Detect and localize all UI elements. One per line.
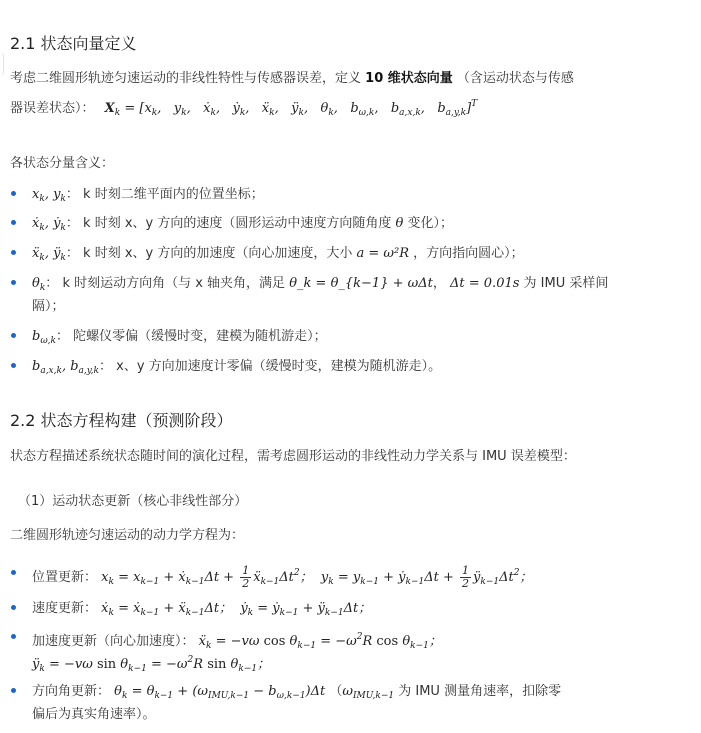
item-text-post: ，方向指向圆心）；	[413, 246, 524, 261]
item-math: $\theta_k$	[32, 276, 46, 293]
list-item-velocity: ẋ$_k$, ẏ$_k$： k 时刻 x、y 方向的速度（圆形运动中速度方向随角度 θ 变化）；	[32, 216, 453, 233]
section-title-state-vector: 2.1 状态向量定义	[10, 34, 137, 53]
intro-text: 考虑二维圆形轨迹匀速运动的非线性特性与传感器误差，定义	[10, 71, 362, 86]
dynamics-heading: 二维圆形轨迹匀速运动的动力学方程为：	[10, 528, 245, 543]
item-math: $x_k$, $y_k$	[32, 187, 66, 204]
update-position	[32, 561, 532, 595]
item-text-mid: ，	[432, 276, 446, 291]
update-equation: ẋ$_k$ = ẋ$_{k-1}$ + ẍ$_{k-1}$Δt； ẏ$_k$ = ẏ$_{k-1}$ + $ÿ_{k-1}\Delta t$；	[101, 601, 372, 618]
list-item-accel-bias: $b_{a,x,k}$, $b_{a,y,k}$： x、y 方向加速度计零偏（缓慢时变，建模为随机游走）。	[32, 359, 442, 376]
item-text: k 时刻 x、y 方向的加速度（向心加速度，大小	[83, 246, 353, 261]
bullet-icon	[10, 211, 18, 236]
list-item-position: $x_k$, $y_k$： k 时刻二维平面内的位置坐标；	[32, 187, 264, 204]
state-vector-formula: $X_k = [x_k$, $y_k$, ẋ$_k$, ẏ$_k$, ẍ$_k$, $ÿ_k$, $\theta_k$, $b_{\omega,k}$, $b_{a,x,k}$, $b_{a,y,k}]^T$	[104, 99, 478, 118]
bullet-icon	[10, 324, 18, 349]
bullet-icon	[10, 561, 18, 586]
intro-line-1	[10, 66, 574, 91]
list-item-heading-angle-cont: 隔）；	[32, 299, 65, 314]
update-equation: $x_k = x_{k-1}$ + ẋ$_{k-1}$Δt + $\frac{1}{2}$ $ẍ_{k-1}\Delta t^2$； $y_k = y_{k-1}$ + ẏ$_{k-1}$Δt + $\frac{1}{2}$ $ÿ_{k-1}\Delta t^2$；	[101, 564, 533, 590]
item-text: 陀螺仪零偏（缓慢时变，建模为随机游走）；	[73, 329, 327, 344]
bullet-icon	[10, 625, 18, 650]
intro-text-post: （含运动状态与传感	[456, 71, 574, 86]
update-label: 加速度更新（向心加速度）：	[32, 634, 195, 649]
update-heading: 方向角更新： $\theta_k = \theta_{k-1} + (\omega_{IMU,k-1} - b_{\omega,k-1})\Delta t$ （$\omega_{IMU,k-1}$ 为 IMU 测量角速率，扣除零	[32, 684, 562, 701]
update-label: 方向角更新：	[32, 684, 111, 699]
section-title-state-equation: 2.2 状态方程构建（预测阶段）	[10, 411, 233, 430]
item-text-post: 变化）；	[407, 216, 453, 231]
item-text: x、y 方向加速度计零偏（缓慢时变，建模为随机游走）。	[116, 359, 442, 374]
section2-intro: 状态方程描述系统状态随时间的演化过程，需考虑圆形运动的非线性动力学关系与 IMU 误差模型：	[10, 449, 576, 464]
subheading-motion-update: （1）运动状态更新（核心非线性部分）	[18, 494, 248, 509]
intro-bold: 10 维状态向量	[365, 71, 453, 86]
components-heading: 各状态分量含义：	[10, 156, 115, 171]
bullet-icon	[10, 596, 18, 621]
list-item-acceleration: ẍ$_k$, $ÿ_k$： k 时刻 x、y 方向的加速度（向心加速度，大小 a = ω²R ，方向指向圆心）；	[32, 246, 524, 263]
item-math: $b_{a,x,k}$, $b_{a,y,k}$	[32, 359, 99, 376]
bullet-icon	[10, 354, 18, 379]
item-math: ẍ$_k$, $ÿ_k$	[32, 246, 66, 263]
item-math: ẋ$_k$, ẏ$_k$	[32, 216, 66, 233]
item-inline-math: θ	[395, 216, 404, 231]
item-text: k 时刻二维平面内的位置坐标；	[83, 187, 264, 202]
update-equation: $\theta_k = \theta_{k-1} + (\omega_{IMU,k-1} - b_{\omega,k-1})\Delta t$	[114, 684, 326, 701]
item-text: k 时刻运动方向角（与 x 轴夹角，满足	[62, 276, 286, 291]
update-heading-cont: 偏后为真实角速率）。	[32, 707, 156, 722]
update-equation-2: $ÿ_k = -v\omega$ $\sin \theta_{k-1} = -\omega^2R$ $\sin \theta_{k-1}$；	[32, 655, 271, 674]
update-equation: ẍ$_k$ = −vω $\cos \theta_{k-1} = -\omega^2R$ $\cos \theta_{k-1}$；	[198, 632, 442, 651]
scroll-edge-marker	[0, 52, 4, 76]
intro-line2-text: 器误差状态）：	[10, 101, 95, 116]
update-velocity	[32, 596, 371, 626]
bullet-icon	[10, 271, 18, 296]
bullet-icon	[10, 679, 18, 704]
bullet-icon	[10, 241, 18, 266]
item-math: $b_{\omega,k}$	[32, 329, 56, 346]
item-text: k 时刻 x、y 方向的速度（圆形运动中速度方向随角度	[83, 216, 392, 231]
update-label: 位置更新：	[32, 570, 98, 585]
note-math: $\omega_{IMU,k-1}$	[342, 684, 395, 701]
item-inline-math: θ_k = θ_{k−1} + ωΔt	[289, 276, 433, 291]
update-acceleration-y	[32, 648, 270, 682]
list-item-gyro-bias: $b_{\omega,k}$： 陀螺仪零偏（缓慢时变，建模为随机游走）；	[32, 329, 327, 346]
list-item-heading-angle: $\theta_k$： k 时刻运动方向角（与 x 轴夹角，满足 θ_k = θ_{k−1} + ωΔt， Δt = 0.01s 为 IMU 采样间	[32, 276, 609, 293]
update-note: 为 IMU 测量角速率，扣除零	[398, 684, 562, 699]
intro-line-2	[10, 92, 477, 126]
bullet-icon	[10, 182, 18, 207]
item-text-post: 为 IMU 采样间	[523, 276, 609, 291]
item-inline-math: a = ω²R	[356, 246, 409, 261]
update-label: 速度更新：	[32, 601, 98, 616]
item-inline-math-2: Δt = 0.01s	[450, 276, 520, 291]
